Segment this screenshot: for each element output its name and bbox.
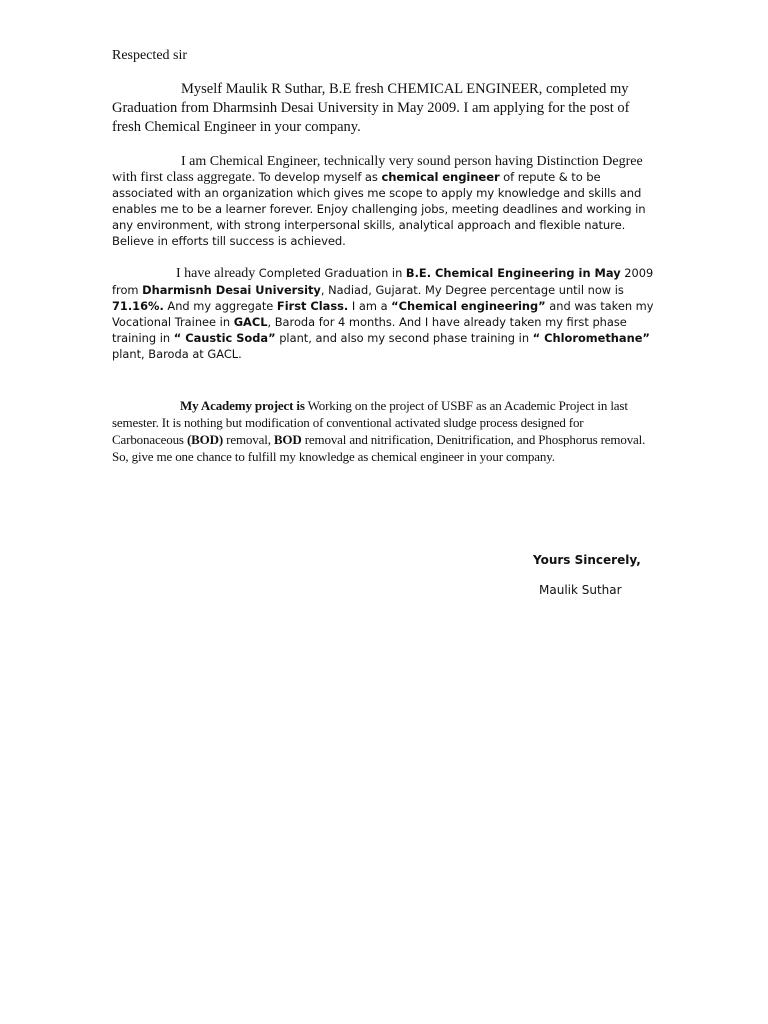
education-bold-caustic-soda: “ Caustic Soda”	[173, 331, 276, 345]
education-text-4: And my aggregate	[163, 299, 277, 313]
education-text-3: , Nadiad, Gujarat. My Degree percentage until now is	[320, 283, 624, 297]
education-bold-university: Dharmisnh Desai University	[142, 283, 321, 297]
education-bold-percentage: 71.16%.	[112, 299, 164, 313]
profile-bold-chemical-engineer: chemical engineer	[381, 170, 500, 184]
project-text-2: removal,	[223, 432, 274, 447]
salutation: Respected sir	[112, 48, 188, 63]
project-text-3: removal and nitrification, Denitrification, and Phosphorus removal. So, give me one chance to fulfill my knowledge as chemical engineer in your company.	[112, 432, 646, 464]
profile-text-2: of repute & to be associated with an organization which gives me scope to apply my knowledge and skills and enables me to be a learner forever. Enjoy challenging jobs, meeting deadlines and working in any environment, with strong interpersonal skills, analytical approach and flexible nature. Believe in efforts till success is achieved.	[112, 170, 646, 248]
project-bold-heading: My Academy project is	[180, 398, 305, 413]
project-bold-bod-paren: (BOD)	[186, 432, 224, 447]
project-text-1: Working on the project of USBF as an Academic Project in last semester. It is nothing but modification of conventional activated sludge process designed for Carbonaceous	[112, 398, 628, 447]
education-text-9: plant, Baroda at GACL.	[112, 347, 242, 361]
education-bold-degree: B.E. Chemical Engineering in May	[405, 266, 621, 280]
education-text-7: , Baroda for 4 months. And I have already taken my first phase training in	[112, 315, 627, 345]
profile-lead-text: I am Chemical Engineer, technically very sound person having Distinction Degree with first class aggregate.	[112, 154, 643, 185]
paragraph-introduction	[112, 80, 658, 137]
closing: Yours Sincerely,	[533, 553, 641, 567]
signature-name: Maulik Suthar	[539, 583, 622, 597]
paragraph-profile	[112, 153, 658, 249]
profile-text-1: To develop myself as	[255, 170, 382, 184]
introduction-text: Myself Maulik R Suthar, B.E fresh CHEMICAL ENGINEER, completed my Graduation from Dharmsinh Desai University in May 2009. I am applying for the post of fresh Chemical Engineer in your company.	[112, 81, 630, 135]
education-bold-chemical-engineering: “Chemical engineering”	[391, 299, 546, 313]
project-bold-bod: BOD	[273, 432, 302, 447]
education-text-6: and was taken my Vocational Trainee in	[112, 299, 654, 329]
education-text-1: Completed Graduation in	[258, 266, 406, 280]
education-bold-gacl: GACL	[233, 315, 268, 329]
paragraph-education	[112, 265, 658, 362]
education-text-5: I am a	[348, 299, 392, 313]
education-text-2: 2009 from	[112, 266, 654, 297]
education-bold-first-class: First Class.	[276, 299, 349, 313]
education-text-8: plant, and also my second phase training in	[275, 331, 533, 345]
education-bold-chloromethane: “ Chloromethane”	[532, 331, 650, 345]
paragraph-academic-project	[112, 397, 658, 465]
education-lead-text: I have already	[176, 266, 259, 281]
